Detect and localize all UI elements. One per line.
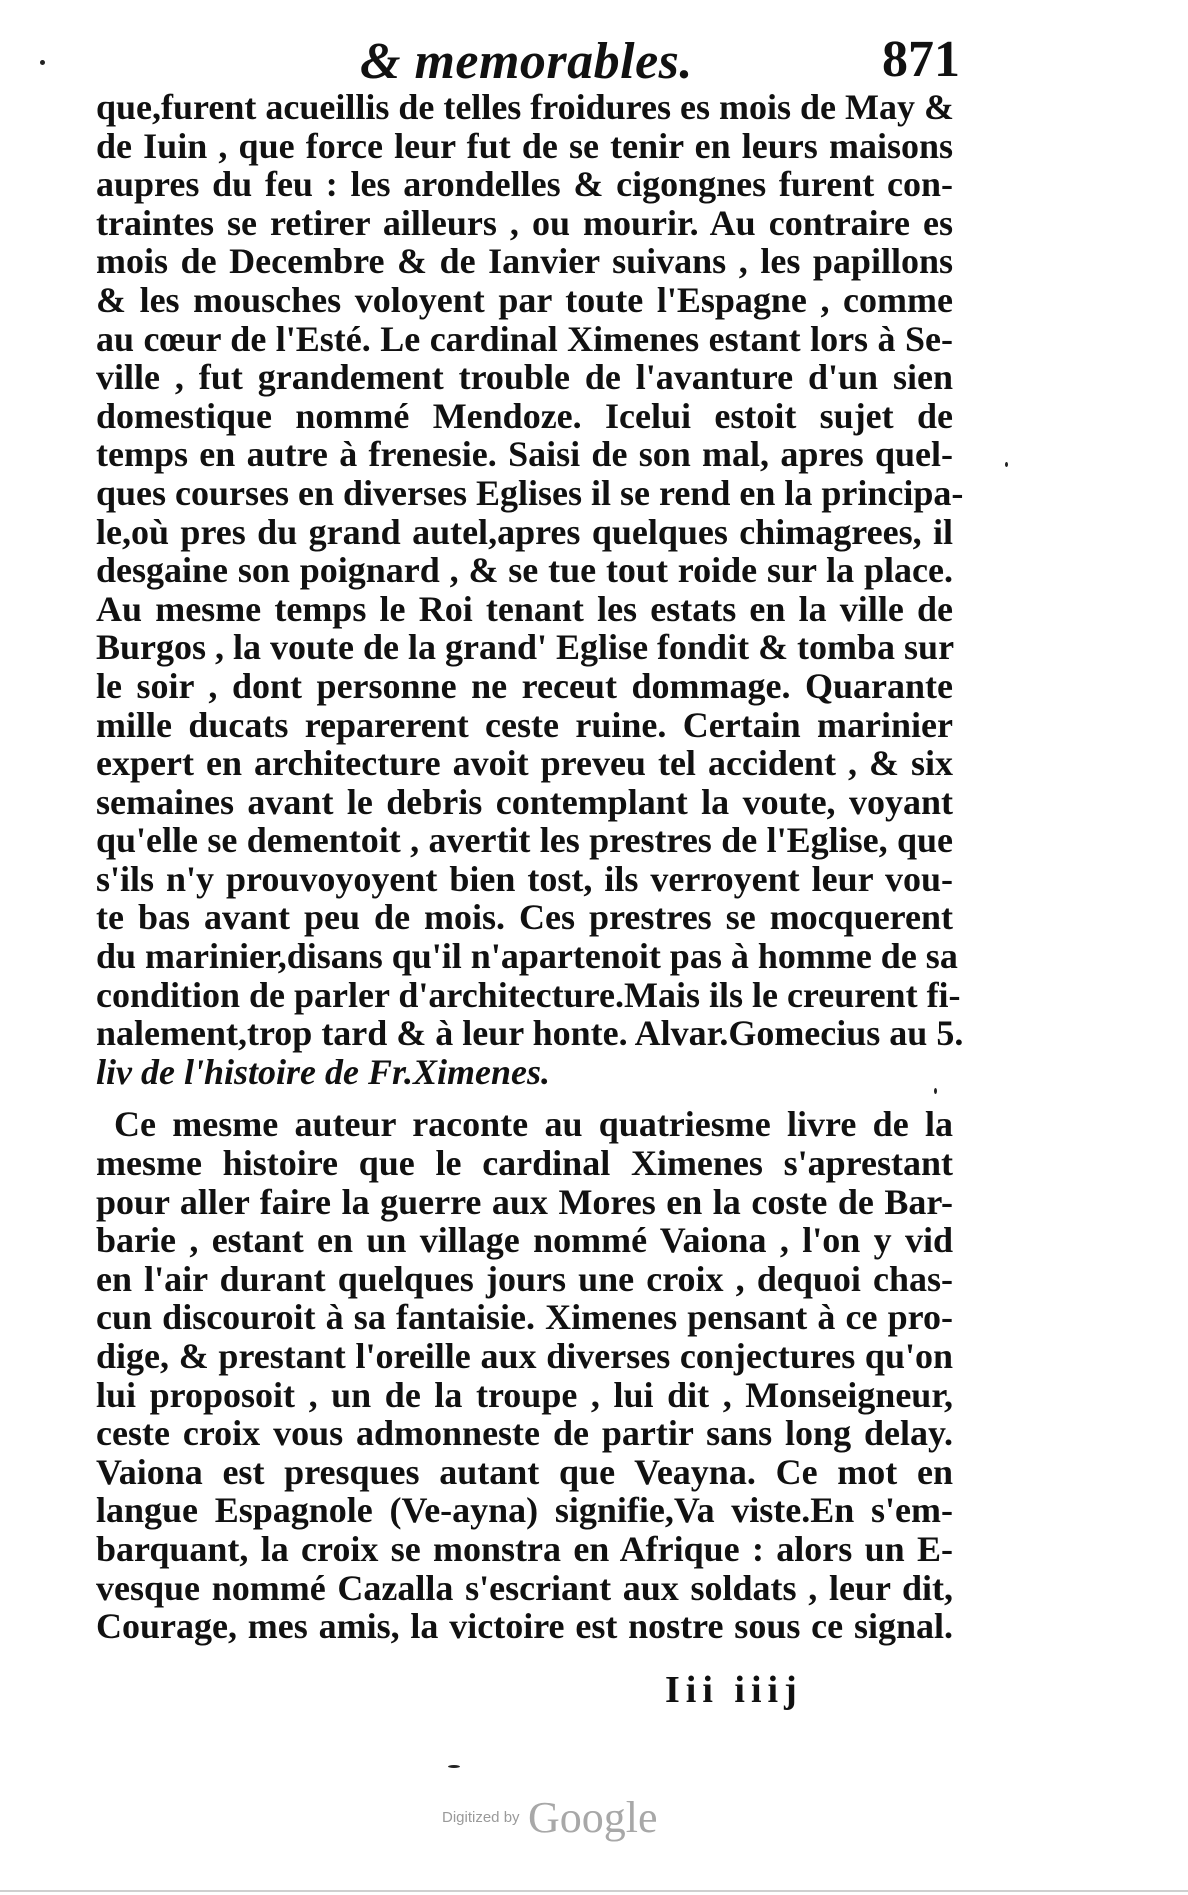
text-line: Au mesme temps le Roi tenant les estats en la ville de	[96, 588, 953, 629]
signature-mark: Iii iiij	[665, 1669, 803, 1711]
text-line: que,furent acueillis de telles froidures es mois de May &	[96, 87, 954, 127]
text-line: Burgos , la voute de la grand' Eglise fondit & tomba sur	[96, 627, 955, 668]
text-line: s'ils n'y prouvoyoyent bien tost, ils verroyent leur vou-	[96, 858, 953, 899]
text-line: domestique nommé Mendoze. Icelui estoit sujet de	[96, 395, 953, 436]
text-line: mesme histoire que le cardinal Ximenes s'aprestant	[96, 1143, 953, 1184]
scan-speck	[934, 1088, 937, 1094]
scan-speck	[448, 1765, 460, 1768]
text-line: de Iuin , que force leur fut de se tenir en leurs maisons	[96, 125, 953, 166]
text-line: vesque nommé Cazalla s'escriant aux soldats , leur dit,	[96, 1567, 953, 1608]
digitized-by-label: Digitized by	[442, 1809, 520, 1826]
google-logo: Google	[528, 1793, 658, 1842]
text-line: cun discouroit à sa fantaisie. Ximenes pensant à ce pro-	[96, 1297, 953, 1338]
paragraph-2	[96, 1105, 953, 1645]
text-line: qu'elle se dementoit , avertit les prestres de l'Eglise, que	[96, 820, 953, 861]
text-line: ville , fut grandement trouble de l'avanture d'un sien	[96, 357, 953, 398]
text-line: expert en architecture avoit preveu tel accident , & six	[96, 743, 953, 784]
scan-edge	[0, 1890, 1188, 1892]
scan-speck	[40, 60, 45, 65]
text-line: lui proposoit , un de la troupe , lui dit , Monseigneur,	[96, 1374, 953, 1415]
text-line: Ce mesme auteur raconte au quatriesme livre de la	[114, 1104, 953, 1145]
text-line: du marinier,disans qu'il n'apartenoit pas à homme de sa	[96, 936, 958, 977]
text-line: Courage, mes amis, la victoire est nostre sous ce signal.	[96, 1606, 953, 1647]
running-title: & memorables.	[360, 33, 693, 90]
text-line: nalement,trop tard & à leur honte. Alvar.Gomecius au 5.	[96, 1013, 964, 1054]
text-line: dige, & prestant l'oreille aux diverses conjectures qu'on	[96, 1336, 953, 1376]
text-line: barquant, la croix se monstra en Afrique : alors un E-	[96, 1528, 953, 1569]
text-line: desgaine son poignard , & se tue tout roide sur la place.	[96, 550, 953, 591]
text-line: mille ducats reparerent ceste ruine. Certain marinier	[96, 704, 953, 745]
text-line: aupres du feu : les arondelles & cigongnes furent con-	[96, 164, 953, 205]
page-number: 871	[882, 31, 960, 88]
citation-line: liv de l'histoire de Fr.Ximenes.	[96, 1051, 551, 1092]
body-text	[96, 87, 964, 1647]
text-line: ceste croix vous admonneste de partir sans long delay.	[96, 1413, 953, 1454]
text-line: condition de parler d'architecture.Mais ils le creurent fi-	[96, 974, 961, 1015]
scan-speck	[1005, 462, 1008, 467]
text-line: langue Espagnole (Ve-ayna) signifie,Va viste.En s'em-	[96, 1490, 953, 1531]
text-line: mois de Decembre & de Ianvier suivans , les papillons	[96, 241, 953, 282]
text-line: te bas avant peu de mois. Ces prestres se mocquerent	[96, 897, 953, 938]
text-line: temps en autre à frenesie. Saisi de son mal, apres quel-	[96, 434, 953, 475]
text-line: & les mousches voloyent par toute l'Espagne , comme	[96, 279, 953, 320]
text-line: le soir , dont personne ne receut dommage. Quarante	[96, 665, 953, 706]
text-line: pour aller faire la guerre aux Mores en la coste de Bar-	[96, 1181, 953, 1222]
text-line: le,où pres du grand autel,apres quelques chimagrees, il	[96, 511, 953, 552]
paragraph-1	[96, 87, 964, 1054]
text-line: ques courses en diverses Eglises il se rend en la principa-	[96, 472, 964, 513]
text-line: au cœur de l'Esté. Le cardinal Ximenes estant lors à Se-	[96, 318, 953, 359]
text-line: traintes se retirer ailleurs , ou mourir. Au contraire es	[96, 202, 953, 243]
text-line: Vaiona est presques autant que Veayna. Ce mot en	[96, 1451, 953, 1492]
text-line: en l'air durant quelques jours une croix , dequoi chas-	[96, 1258, 953, 1299]
text-line: barie , estant en un village nommé Vaiona , l'on y vid	[96, 1220, 953, 1261]
paragraph-gap	[96, 1091, 953, 1105]
text-line: semaines avant le debris contemplant la voute, voyant	[96, 781, 953, 822]
digitized-watermark	[442, 1792, 658, 1843]
